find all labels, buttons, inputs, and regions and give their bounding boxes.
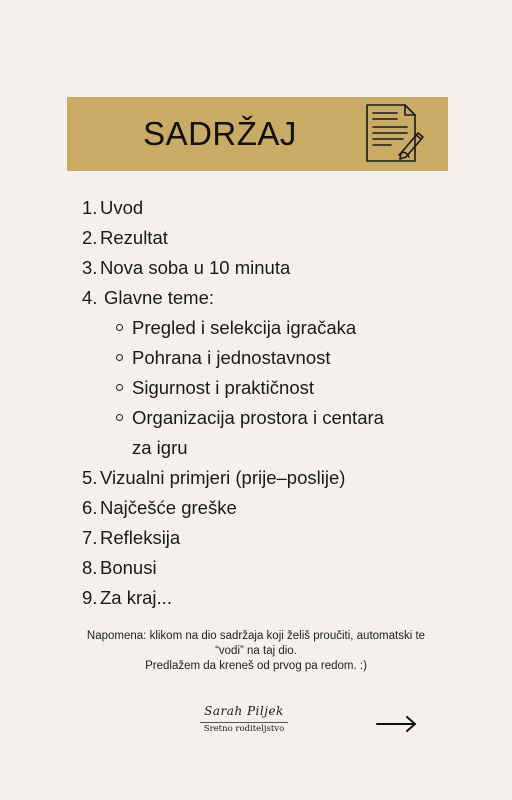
toc-item-glavne-teme[interactable]	[82, 283, 214, 313]
toc-number: 3.	[82, 257, 98, 278]
toc-number: 8.	[82, 557, 98, 578]
toc-label: Vizualni primjeri (prije–poslije)	[100, 467, 346, 488]
toc-label: Nova soba u 10 minuta	[100, 257, 291, 278]
toc-subitem-pohrana[interactable]	[132, 343, 331, 373]
circle-bullet-icon	[116, 354, 123, 361]
toc-item-uvod[interactable]	[82, 193, 143, 223]
circle-bullet-icon	[116, 384, 123, 391]
toc-item-nova-soba[interactable]	[82, 253, 290, 283]
toc-label: Rezultat	[100, 227, 168, 248]
toc-label: Za kraj...	[100, 587, 172, 608]
page-title: SADRŽAJ	[143, 115, 297, 152]
toc-label: Refleksija	[100, 527, 181, 548]
toc-number: 9.	[82, 587, 98, 608]
toc-item-refleksija[interactable]	[82, 523, 180, 553]
toc-label: Najčešće greške	[100, 497, 237, 518]
toc-sublabel: Pregled i selekcija igračaka	[132, 317, 357, 338]
signature-block	[196, 702, 292, 734]
toc-subitem-pregled[interactable]	[132, 313, 356, 343]
circle-bullet-icon	[116, 324, 123, 331]
document-pen-icon	[363, 103, 425, 165]
circle-bullet-icon	[116, 414, 123, 421]
toc-item-rezultat[interactable]	[82, 223, 168, 253]
toc-item-bonusi[interactable]	[82, 553, 157, 583]
toc-subitem-organizacija[interactable]	[132, 403, 384, 433]
arrow-right-icon[interactable]	[375, 714, 419, 734]
toc-sublabel: Pohrana i jednostavnost	[132, 347, 331, 368]
note-line: Napomena: klikom na dio sadržaja koji želiš proučiti, automatski te	[86, 630, 426, 642]
toc-number: 4.	[82, 287, 98, 308]
toc-number: 6.	[82, 497, 98, 518]
toc-number: 2.	[82, 227, 98, 248]
toc-subitem-organizacija-cont[interactable]	[132, 433, 188, 463]
toc-number: 7.	[82, 527, 98, 548]
toc-item-greske[interactable]	[82, 493, 237, 523]
note-line: “vodi” na taj dio.	[215, 645, 297, 657]
note-text	[40, 629, 472, 674]
toc-label: Glavne teme:	[104, 287, 215, 308]
toc-number: 5.	[82, 467, 98, 488]
toc-sublabel: Sigurnost i praktičnost	[132, 377, 315, 398]
toc-label: Uvod	[100, 197, 144, 218]
signature-divider	[200, 722, 288, 723]
toc-subitem-sigurnost[interactable]	[132, 373, 314, 403]
signature-caption: Sretno roditeljstvo	[203, 724, 285, 734]
toc-number: 1.	[82, 197, 98, 218]
header-banner	[67, 97, 448, 171]
toc-label: Bonusi	[100, 557, 157, 578]
toc-item-vizualni-primjeri[interactable]	[82, 463, 345, 493]
toc-item-za-kraj[interactable]	[82, 583, 172, 613]
toc-sublabel: Organizacija prostora i centara	[132, 407, 384, 428]
signature-name: Sarah Piljek	[204, 704, 284, 718]
note-line: Predlažem da kreneš od prvog pa redom. :)	[145, 660, 367, 672]
toc-sublabel: za igru	[132, 437, 188, 458]
